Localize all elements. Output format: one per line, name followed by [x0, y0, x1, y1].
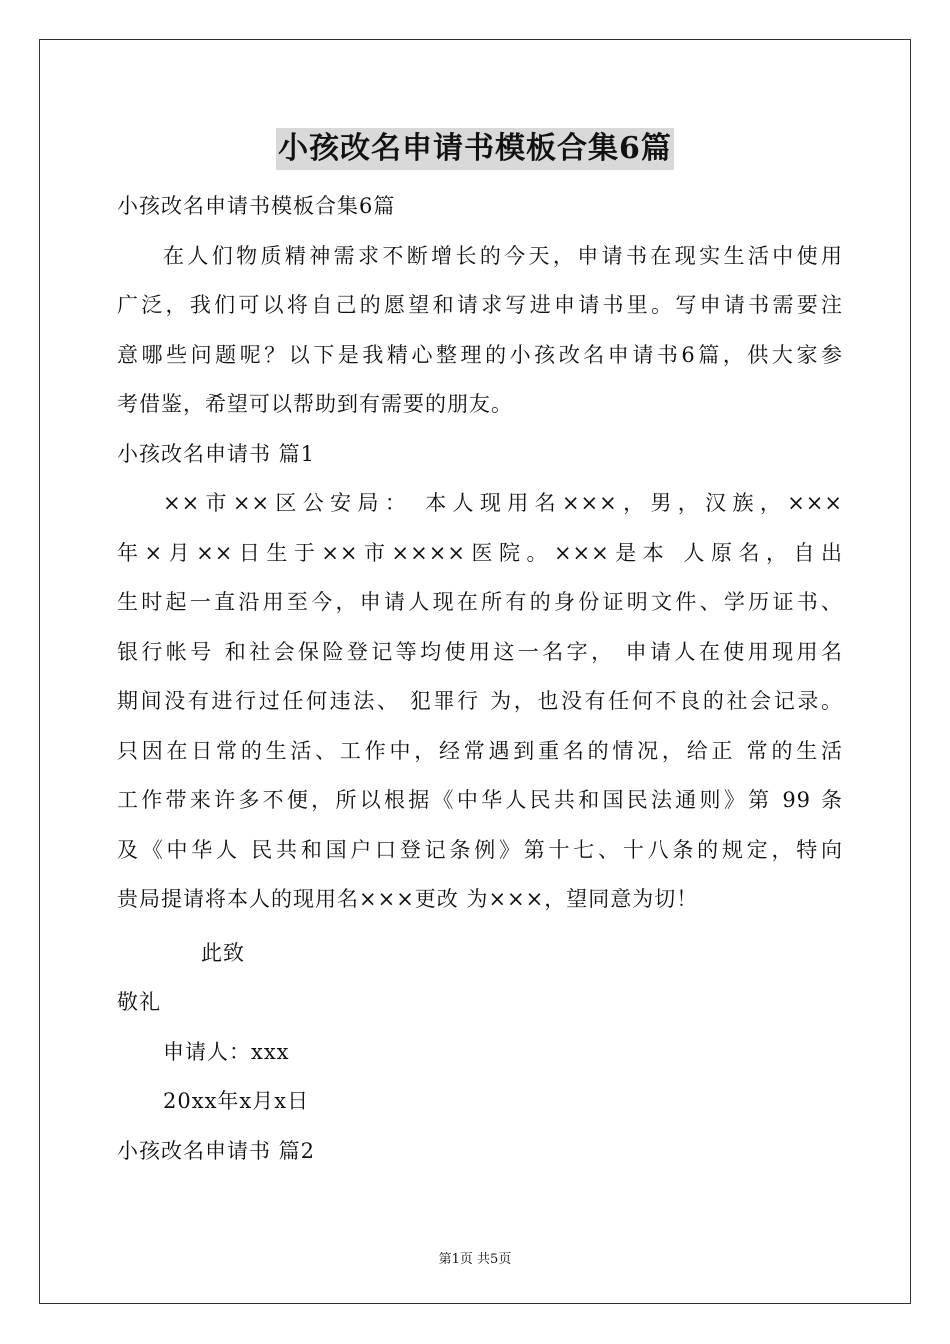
section-1-paragraph — [117, 479, 843, 925]
intro-line: 意哪些问题呢？以下是我精心整理的小孩改名申请书6篇，供大家参 — [117, 342, 843, 367]
paragraph-line: ××市××区公安局： 本人现用名×××，男，汉族，××× — [163, 491, 843, 515]
paragraph-line: 年×月××日生于××市××××医院。×××是本 人原名，自出 — [117, 540, 843, 565]
document-title: 小孩改名申请书模板合集6篇 — [276, 128, 674, 170]
intro-line: 考借鉴，希望可以帮助到有需要的朋友。 — [117, 392, 513, 416]
intro-paragraph — [117, 232, 843, 430]
paragraph-line: 银行帐号 和社会保险登记等均使用这一名字， 申请人在使用现用名 — [117, 639, 843, 664]
closing-cizhi: 此致 — [201, 940, 245, 965]
paragraph-line: 期间没有进行过任何违法、 犯罪行 为，也没有任何不良的社会记录。 — [117, 689, 843, 713]
date-line: 20xx年x月x日 — [163, 1089, 310, 1113]
title-container — [0, 128, 950, 170]
document-body — [117, 182, 843, 1176]
section-heading-1: 小孩改名申请书 篇1 — [117, 441, 316, 466]
paragraph-line: 贵局提请将本人的现用名×××更改 为×××，望同意为切！ — [117, 887, 699, 911]
document-subtitle: 小孩改名申请书模板合集6篇 — [117, 194, 396, 218]
paragraph-line: 及《中华人 民共和国户口登记条例》第十七、十八条的规定，特向 — [117, 837, 843, 862]
intro-line: 在人们物质精神需求不断增长的今天，申请书在现实生活中使用 — [163, 243, 843, 268]
section-heading-2: 小孩改名申请书 篇2 — [117, 1138, 316, 1163]
applicant-line: 申请人：xxx — [163, 1039, 290, 1064]
paragraph-line: 只因在日常的生活、工作中，经常遇到重名的情况，给正 常的生活 — [117, 738, 843, 763]
paragraph-line: 生时起一直沿用至今，申请人现在所有的身份证明文件、学历证书、 — [117, 590, 843, 614]
intro-line: 广泛，我们可以将自己的愿望和请求写进申请书里。写申请书需要注 — [117, 293, 843, 317]
closing-jingli: 敬礼 — [117, 990, 161, 1014]
paragraph-line: 工作带来许多不便，所以根据《中华人民共和国民法通则》第 99 条 — [117, 788, 843, 812]
page-footer: 第1页 共5页 — [438, 1252, 512, 1267]
